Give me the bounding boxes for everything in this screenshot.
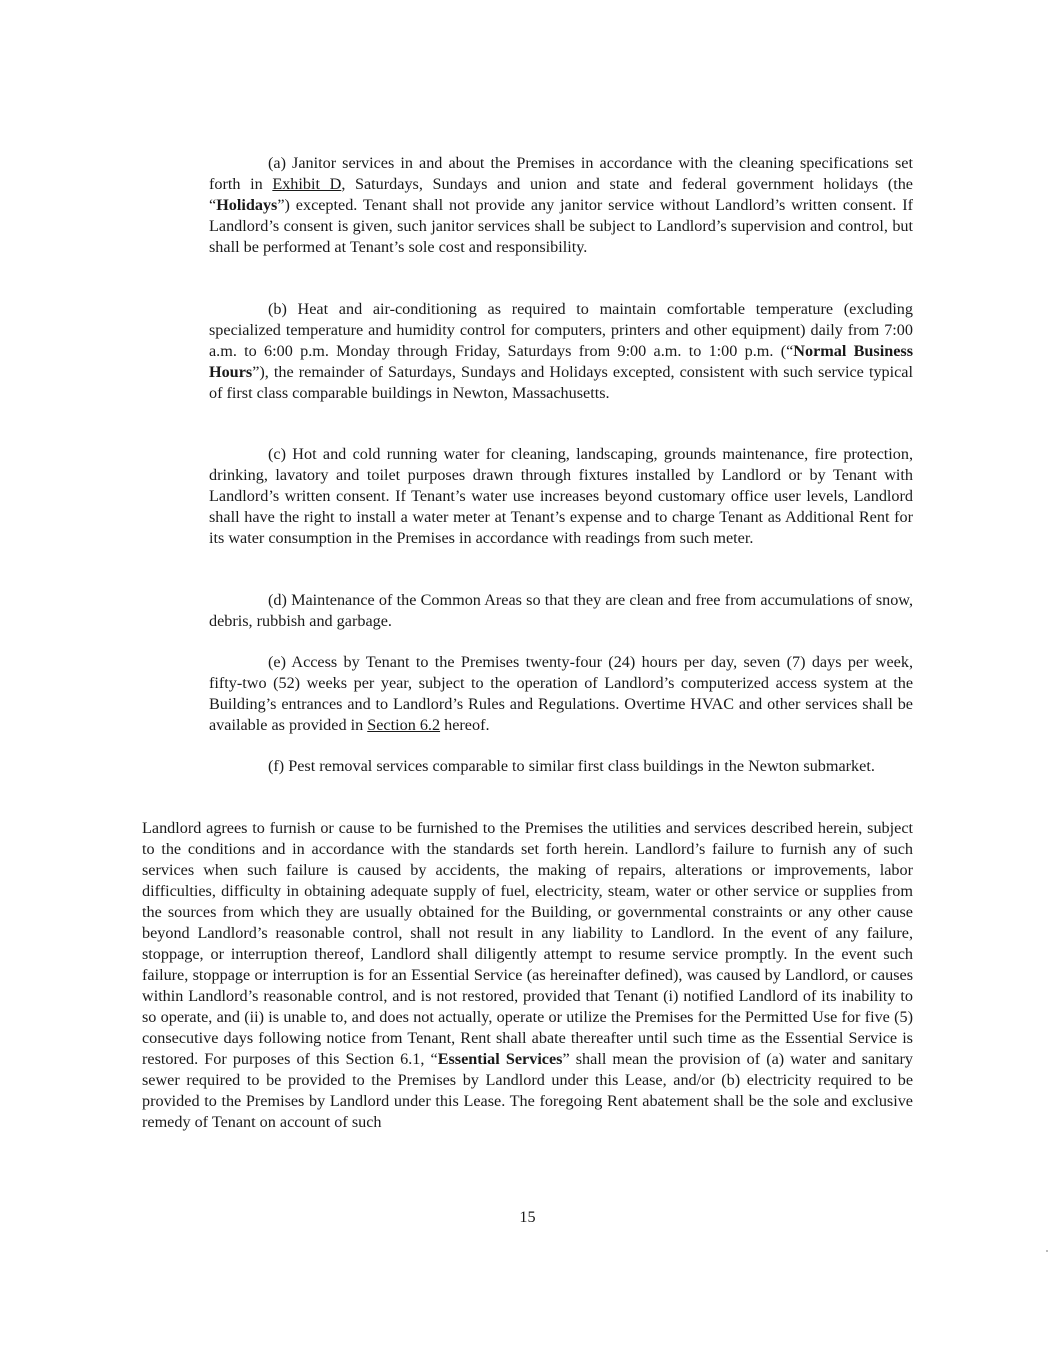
paragraph-b-text-1: (b) Heat and air-conditioning as required to maintain comfortable temperature (excluding specialized temperature and humidity control for computers, printers and other equipment) daily from 7:00 a.m. to 6:00 p.m. Monday through Friday, Saturdays from 9:00 a.m. to 1:00 p.m. (“ (209, 300, 913, 360)
paragraph-e-text-1: (e) Access by Tenant to the Premises twenty-four (24) hours per day, seven (7) days per week, fifty-two (52) weeks per year, subject to the operation of Landlord’s computerized access system at the Building’s entrances and to Landlord’s Rules and Regulations. Overtime HVAC and other services shall be available as provided in (209, 653, 913, 734)
normal-business-hours-defined-term: Normal Business Hours (209, 342, 913, 381)
exhibit-d-reference: Exhibit D (272, 175, 342, 193)
paragraph-c-water (209, 444, 913, 549)
paragraph-a-text-3: ”) excepted. Tenant shall not provide any janitor service without Landlord’s written consent. If Landlord’s consent is given, such janitor services shall be subject to Landlord’s supervision and control, but shall be performed at Tenant’s sole cost and responsibility. (209, 196, 913, 256)
essential-services-defined-term: Essential Services (437, 1050, 563, 1068)
paragraph-d-common-areas (209, 590, 913, 632)
paragraph-a-janitor-services (209, 153, 913, 258)
paragraph-e-access (209, 652, 913, 736)
paragraph-a-text-1: (a) Janitor services in and about the Premises in accordance with the cleaning specifications set forth in (209, 154, 913, 193)
closing-text-2: ” shall mean the provision of (a) water and sanitary sewer required to be provided to the Premises by Landlord under this Lease, and/or (b) electricity required to be provided to the Premises by Landlord under this Lease. The foregoing Rent abatement shall be the sole and exclusive remedy of Tenant on account of such (142, 1050, 913, 1131)
holidays-defined-term: Holidays (216, 196, 278, 214)
scan-artifact (1046, 1250, 1048, 1252)
paragraph-e-text-2: hereof. (440, 716, 490, 734)
paragraph-a-text-2: , Saturdays, Sundays and union and state and federal government holidays (the “ (209, 175, 913, 214)
page-number: 15 (519, 1208, 536, 1226)
paragraph-b-heat-air-conditioning (209, 299, 913, 404)
closing-text-1: Landlord agrees to furnish or cause to be furnished to the Premises the utilities and services described herein, subject to the conditions and in accordance with the standards set forth herein. Landlord’s failure to furnish any of such services when such failure is caused by accidents, the making of repairs, alterations or improvements, labor difficulties, difficulty in obtaining adequate supply of fuel, electricity, steam, water or other service or supplies from the sources from which they are usually obtained for the Building, or governmental constraints or any other cause beyond Landlord’s reasonable control, shall not result in any liability to Landlord. In the event of any failure, stoppage, or interruption thereof, Landlord shall diligently attempt to resume service promptly. In the event such failure, stoppage or interruption is for an Essential Service (as hereinafter defined), was caused by Landlord, or causes within Landlord’s reasonable control, and is not restored, provided that Tenant (i) notified Landlord of its inability to so operate, and (ii) is unable to, and does not actually, operate or utilize the Premises for the Permitted Use for five (5) consecutive days following notice from Tenant, Rent shall abate thereafter until such time as the Essential Service is restored. For purposes of this Section 6.1, “ (142, 819, 913, 1068)
paragraph-b-text-2: ”), the remainder of Saturdays, Sundays and Holidays excepted, consistent with such service typical of first class comparable buildings in Newton, Massachusetts. (209, 363, 913, 402)
section-6-2-reference: Section 6.2 (367, 716, 441, 734)
paragraph-f-pest-removal (209, 756, 913, 777)
closing-paragraph (142, 818, 913, 1133)
paragraph-c-text: (c) Hot and cold running water for cleaning, landscaping, grounds maintenance, fire protection, drinking, lavatory and toilet purposes drawn through fixtures installed by Landlord or by Tenant with Landlord’s written consent. If Tenant’s water use increases beyond customary office user levels, Landlord shall have the right to install a water meter at Tenant’s expense and to charge Tenant as Additional Rent for its water consumption in the Premises in accordance with readings from such meter. (209, 445, 913, 547)
paragraph-f-text: (f) Pest removal services comparable to similar first class buildings in the Newton submarket. (268, 757, 875, 775)
paragraph-d-text: (d) Maintenance of the Common Areas so that they are clean and free from accumulations of snow, debris, rubbish and garbage. (209, 591, 913, 630)
